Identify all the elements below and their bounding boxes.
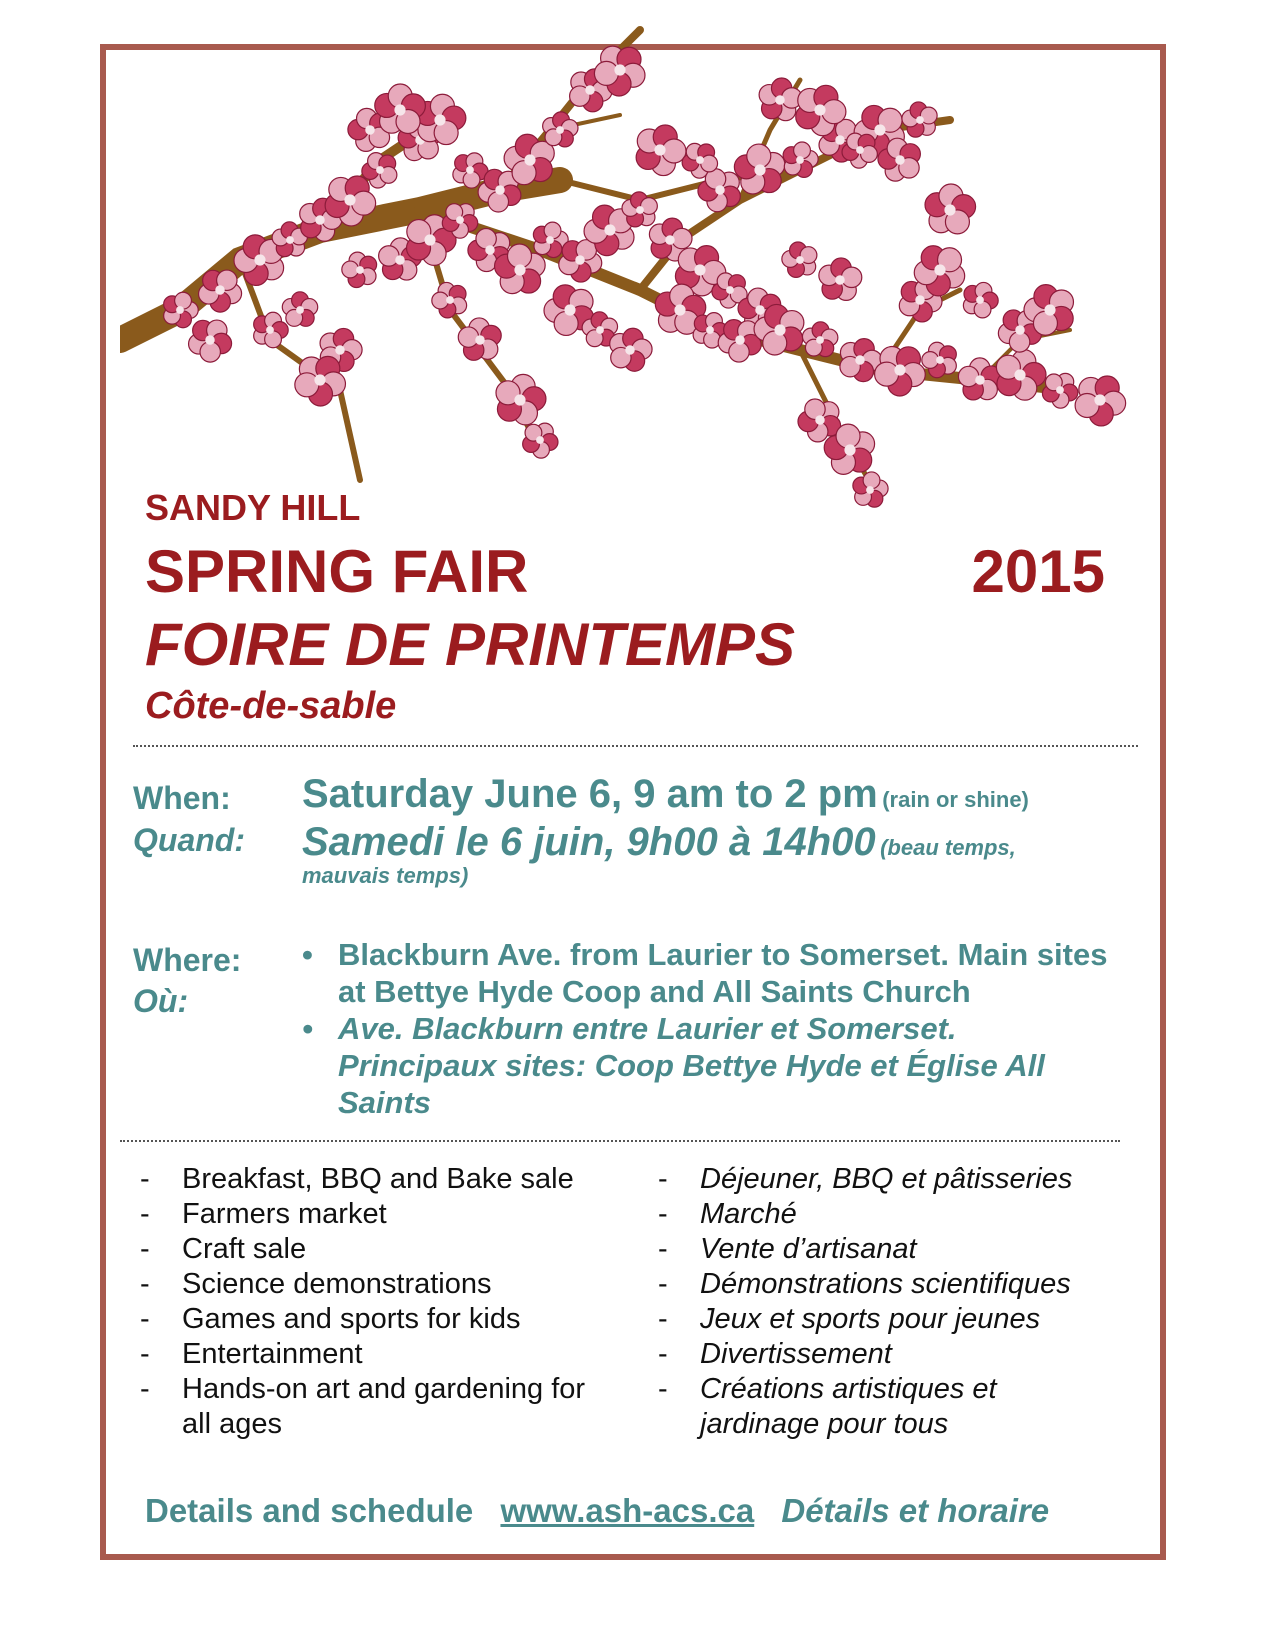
blossom-icon bbox=[963, 282, 998, 317]
list-item: - Craft sale bbox=[140, 1233, 307, 1265]
cherry-blossom-illustration bbox=[120, 10, 1140, 530]
blossom-icon bbox=[432, 282, 467, 317]
blossom-cluster bbox=[164, 46, 1126, 507]
blossom-icon bbox=[636, 125, 686, 176]
weather-note-fr: (beau temps, bbox=[880, 835, 1016, 860]
where-label: Where: bbox=[133, 942, 242, 978]
title-sandy-hill: SANDY HILL bbox=[145, 487, 361, 528]
details-label-fr: Détails et horaire bbox=[781, 1492, 1050, 1529]
list-item: - Déjeuner, BBQ et pâtisseries bbox=[658, 1163, 1073, 1195]
activities-list-en bbox=[140, 1162, 600, 1442]
blossom-icon bbox=[254, 312, 289, 347]
list-item: - Science demonstrations bbox=[140, 1268, 492, 1300]
date-en: Saturday June 6, 9 am to 2 pm bbox=[302, 772, 878, 816]
activities-list-fr bbox=[658, 1162, 1108, 1442]
footer bbox=[145, 1492, 1049, 1530]
when-label: When: bbox=[133, 780, 231, 816]
date-fr: Samedi le 6 juin, 9h00 à 14h00 bbox=[302, 820, 876, 864]
list-item: - Vente d’artisanat bbox=[658, 1233, 917, 1265]
blossom-icon bbox=[783, 142, 818, 177]
blossom-icon bbox=[925, 184, 976, 234]
title-foire-de-printemps: FOIRE DE PRINTEMPS bbox=[145, 611, 796, 678]
list-item: - Démonstrations scientifiques bbox=[658, 1268, 1071, 1300]
blossom-icon bbox=[782, 242, 817, 277]
weather-note-en: (rain or shine) bbox=[882, 787, 1029, 812]
event-year: 2015 bbox=[971, 538, 1105, 605]
dotted-divider bbox=[133, 745, 1138, 747]
bullet-icon: • bbox=[302, 1011, 313, 1046]
list-item: - Hands-on art and gardening for all ages bbox=[140, 1373, 586, 1440]
list-item: - Divertissement bbox=[658, 1338, 892, 1370]
blossom-icon bbox=[543, 112, 578, 147]
ou-label: Où: bbox=[133, 983, 189, 1019]
blossom-icon bbox=[496, 374, 546, 425]
where-text-en: Blackburn Ave. from Laurier to Somerset. Main sites at Bettye Hyde Coop and All Saints Church bbox=[338, 937, 1108, 1009]
blossom-icon bbox=[1042, 373, 1077, 408]
blossom-icon bbox=[819, 258, 862, 300]
list-item: - Games and sports for kids bbox=[140, 1303, 521, 1335]
website-link[interactable]: www.ash-acs.ca bbox=[500, 1492, 755, 1529]
blossom-icon bbox=[1075, 376, 1126, 426]
blossom-icon bbox=[342, 252, 377, 287]
quand-label: Quand: bbox=[133, 822, 245, 858]
blossom-icon bbox=[610, 328, 652, 371]
bullet-icon: • bbox=[302, 937, 313, 972]
list-item: - Farmers market bbox=[140, 1198, 387, 1230]
list-item: - Créations artistiques et jardinage pour tous bbox=[658, 1373, 997, 1440]
where-text-fr: Ave. Blackburn entre Laurier et Somerset. Principaux sites: Coop Bettye Hyde et Église All Saints bbox=[338, 1011, 1045, 1120]
blossom-icon bbox=[802, 322, 837, 357]
blossom-icon bbox=[523, 423, 558, 458]
blossom-icon bbox=[996, 350, 1046, 401]
list-item: - Entertainment bbox=[140, 1338, 363, 1370]
dotted-divider bbox=[120, 1140, 1120, 1142]
blossom-icon bbox=[902, 102, 937, 137]
list-item: - Jeux et sports pour jeunes bbox=[658, 1303, 1041, 1335]
list-item: - Marché bbox=[658, 1198, 797, 1230]
where-list bbox=[302, 936, 1117, 1121]
details-label-en: Details and schedule bbox=[145, 1492, 474, 1529]
where-item-fr bbox=[302, 1010, 1117, 1121]
blossom-icon bbox=[189, 320, 232, 362]
weather-note-fr-cont: mauvais temps) bbox=[302, 863, 469, 888]
blossom-icon bbox=[282, 292, 317, 327]
blossom-icon bbox=[734, 144, 785, 194]
when-details bbox=[302, 772, 1122, 889]
blossom-icon bbox=[375, 84, 426, 133]
blossom-icon bbox=[853, 472, 888, 507]
blossom-icon bbox=[295, 356, 346, 406]
subtitle-cote-de-sable: Côte-de-sable bbox=[145, 685, 397, 727]
blossom-icon bbox=[875, 347, 926, 396]
blossom-icon bbox=[458, 318, 501, 360]
where-item-en bbox=[302, 936, 1117, 1010]
list-item: - Breakfast, BBQ and Bake sale bbox=[140, 1163, 574, 1195]
blossom-icon bbox=[842, 133, 877, 168]
title-spring-fair: SPRING FAIR bbox=[145, 538, 529, 605]
